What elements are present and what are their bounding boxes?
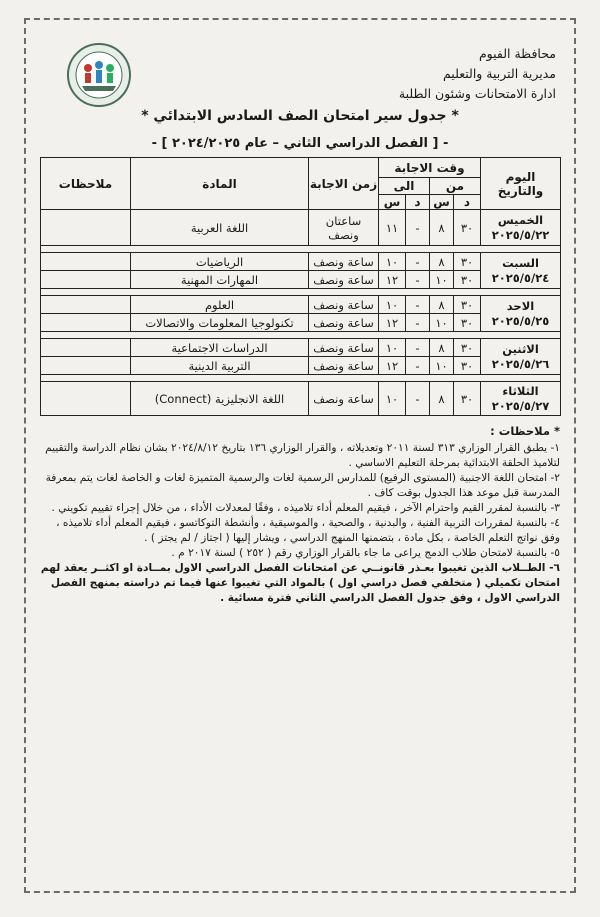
- notes-cell: [41, 296, 131, 314]
- notes-cell: [41, 253, 131, 271]
- exam-date: ٢٠٢٥/٥/٢٢: [491, 227, 550, 242]
- to-hour: ١٢: [379, 314, 406, 332]
- to-minute: -: [406, 253, 430, 271]
- table-row: [41, 382, 561, 416]
- from-hour: ٨: [430, 339, 454, 357]
- from-hour: ١٠: [430, 314, 454, 332]
- directorate-logo-icon: [66, 42, 132, 108]
- subject-name: التربية الدينية: [131, 357, 309, 375]
- notes-cell: [41, 339, 131, 357]
- answer-duration: ساعة ونصف: [309, 382, 379, 416]
- notes-cell: [41, 210, 131, 246]
- header-to-hour: س: [379, 195, 406, 210]
- note-item: ٣- بالنسبة لمقرر القيم واحترام الآخر ، فيقيم المعلم أداء تلاميذه ، وفقًا لمعدلات الأداء ، من خلال إجراء تقييم تكويني .: [51, 502, 560, 514]
- department-line: ادارة الامتحانات وشئون الطلبة: [398, 86, 556, 101]
- notes-cell: [41, 314, 131, 332]
- subject-name: المهارات المهنية: [131, 271, 309, 289]
- issuer-header: [356, 44, 556, 104]
- from-minute: ٣٠: [454, 314, 481, 332]
- header-answer-time: وقت الاجابة: [379, 158, 481, 178]
- from-minute: ٣٠: [454, 382, 481, 416]
- notes-cell: [41, 357, 131, 375]
- from-minute: ٣٠: [454, 357, 481, 375]
- to-hour: ١٠: [379, 296, 406, 314]
- answer-duration: ساعة ونصف: [309, 296, 379, 314]
- subject-name: الرياضيات: [131, 253, 309, 271]
- from-hour: ٨: [430, 210, 454, 246]
- day-date-cell: [481, 296, 561, 332]
- to-minute: -: [406, 382, 430, 416]
- notes-heading: * ملاحظات :: [490, 424, 560, 438]
- from-hour: ١٠: [430, 271, 454, 289]
- header-to-min: د: [406, 195, 430, 210]
- day-separator: [41, 332, 561, 339]
- answer-duration: ساعة ونصف: [309, 357, 379, 375]
- table-row: [41, 339, 561, 357]
- day-name: الاحد: [506, 298, 535, 313]
- to-hour: ١٢: [379, 357, 406, 375]
- header-day-date: اليوم والتاريخ: [481, 158, 561, 210]
- to-hour: ١٠: [379, 253, 406, 271]
- from-hour: ١٠: [430, 357, 454, 375]
- exam-schedule-table: [40, 157, 561, 416]
- notes-section: [40, 424, 560, 606]
- header-from-hour: س: [430, 195, 454, 210]
- governorate-line: محافظة الفيوم: [478, 46, 556, 61]
- subject-name: تكنولوجيا المعلومات والاتصالات: [131, 314, 309, 332]
- day-name: الاثنين: [502, 341, 539, 356]
- to-hour: ١٠: [379, 339, 406, 357]
- note-item: ٢- امتحان اللغة الاجنبية (المستوى الرفيع) للمدارس الرسمية لغات والرسمية المتميزة لغات و الخاصة لغات يتم بمعرفة المدرسة قبل موعد هذا الجدول بوقت كاف .: [45, 472, 560, 499]
- table-row: [41, 210, 561, 246]
- header-duration: زمن الاجابة: [309, 158, 379, 210]
- from-minute: ٣٠: [454, 253, 481, 271]
- table-row: [41, 296, 561, 314]
- to-minute: -: [406, 210, 430, 246]
- from-minute: ٣٠: [454, 210, 481, 246]
- header-notes: ملاحظات: [41, 158, 131, 210]
- exam-date: ٢٠٢٥/٥/٢٤: [491, 270, 550, 285]
- note-item: ٤- بالنسبة لمقررات التربية الفنية ، والبدنية ، والصحية ، والموسيقية ، وأنشطة التوكاتسو ، فيقيم المعلم أداء تلاميذه ، وفق نواتج التعلم الخاصة ، بكل مادة ، بتضمنها المنهج الدراسي ، ويشار إليها ( اجتاز / لم يجتز ) .: [56, 517, 560, 544]
- schedule-body: [41, 210, 561, 416]
- day-name: السبت: [502, 255, 539, 270]
- from-hour: ٨: [430, 253, 454, 271]
- to-minute: -: [406, 339, 430, 357]
- to-hour: ١٠: [379, 382, 406, 416]
- header-subject: المادة: [131, 158, 309, 210]
- to-hour: ١١: [379, 210, 406, 246]
- to-minute: -: [406, 357, 430, 375]
- schedule-title: * جدول سير امتحان الصف السادس الابتدائي *: [141, 108, 459, 124]
- note-item: ٦- الطــلاب الذين تغيبوا بعـذر قانونــي عن امتحانات الفصل الدراسي الاول بمــادة او اكثــر يعقد لهم امتحان تكميلي ( متخلفي فصل دراسي اول ) بالمواد التي تغيبوا عنها فيما تم دراسته بمنهج الفصل الدراسي الاول ، وفق جدول الفصل الدراسي الثاني فترة مسائية .: [40, 562, 560, 604]
- day-separator: [41, 375, 561, 382]
- notes-cell: [41, 382, 131, 416]
- to-hour: ١٢: [379, 271, 406, 289]
- subject-name: اللغة العربية: [131, 210, 309, 246]
- day-date-cell: [481, 339, 561, 375]
- from-minute: ٣٠: [454, 296, 481, 314]
- to-minute: -: [406, 296, 430, 314]
- answer-duration: ساعة ونصف: [309, 271, 379, 289]
- header-from: من: [430, 178, 481, 195]
- directorate-line: مديرية التربية والتعليم: [442, 66, 556, 81]
- day-date-cell: [481, 253, 561, 289]
- from-hour: ٨: [430, 382, 454, 416]
- header-to: الى: [379, 178, 430, 195]
- day-date-cell: [481, 210, 561, 246]
- answer-duration: ساعتان ونصف: [309, 210, 379, 246]
- day-separator: [41, 289, 561, 296]
- separator-cell: [41, 375, 561, 382]
- answer-duration: ساعة ونصف: [309, 314, 379, 332]
- schedule-subtitle: - [ الفصل الدراسي الثاني – عام ٢٠٢٤/٢٠٢٥ ] -: [151, 136, 449, 151]
- day-date-cell: [481, 382, 561, 416]
- day-name: الثلاثاء: [502, 383, 539, 398]
- exam-date: ٢٠٢٥/٥/٢٧: [491, 398, 550, 413]
- exam-date: ٢٠٢٥/٥/٢٥: [491, 313, 550, 328]
- answer-duration: ساعة ونصف: [309, 253, 379, 271]
- exam-date: ٢٠٢٥/٥/٢٦: [491, 356, 550, 371]
- table-row: [41, 253, 561, 271]
- note-item: ٥- بالنسبة لامتحان طلاب الدمج يراعى ما جاء بالقرار الوزاري رقم ( ٢٥٢ ) لسنة ٢٠١٧ م .: [171, 547, 560, 559]
- day-name: الخميس: [497, 212, 544, 227]
- to-minute: -: [406, 314, 430, 332]
- from-minute: ٣٠: [454, 339, 481, 357]
- to-minute: -: [406, 271, 430, 289]
- subject-name: الدراسات الاجتماعية: [131, 339, 309, 357]
- from-minute: ٣٠: [454, 271, 481, 289]
- subject-name: العلوم: [131, 296, 309, 314]
- from-hour: ٨: [430, 296, 454, 314]
- day-separator: [41, 246, 561, 253]
- separator-cell: [41, 289, 561, 296]
- separator-cell: [41, 246, 561, 253]
- note-item: ١- يطبق القرار الوزاري ٣١٣ لسنة ٢٠١١ وتعديلاته ، والقرار الوزاري ١٣٦ بتاريخ ٢٠٢٤/٨/١٢ بشان نظام الدراسة والتقييم لتلاميذ الحلقة الابتدائية بمرحلة التعليم الاساسي .: [45, 442, 560, 469]
- separator-cell: [41, 332, 561, 339]
- answer-duration: ساعة ونصف: [309, 339, 379, 357]
- subject-name: اللغة الانجليزية (Connect): [131, 382, 309, 416]
- notes-cell: [41, 271, 131, 289]
- header-from-min: د: [454, 195, 481, 210]
